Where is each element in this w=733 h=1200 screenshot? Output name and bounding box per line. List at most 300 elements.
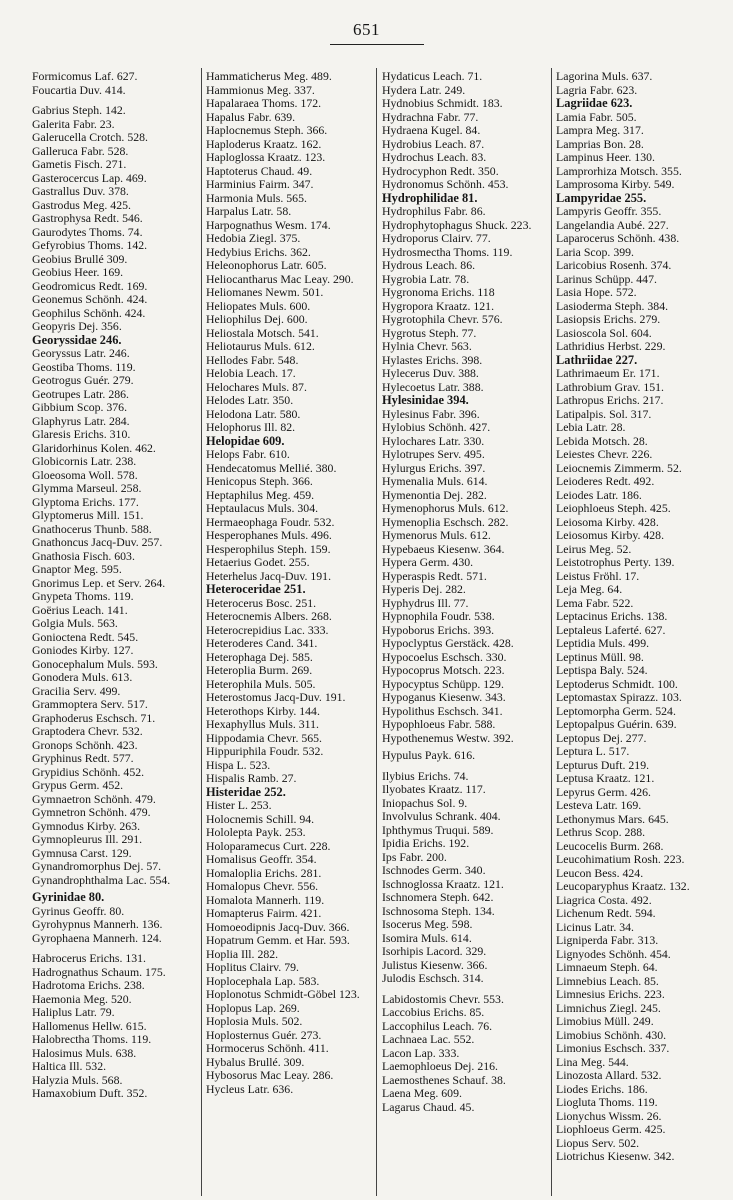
index-entry: Hoplocephala Lap. 583. bbox=[206, 973, 320, 988]
index-entry: Gnathocerus Thunb. 588. bbox=[32, 521, 152, 536]
family-heading: Lagriidae 623. bbox=[556, 96, 633, 110]
index-entry: Liagrica Costa. 492. bbox=[556, 892, 652, 907]
index-entry: Harpognathus Wesm. 174. bbox=[206, 217, 331, 232]
index-entry: Gibbium Scop. 376. bbox=[32, 400, 128, 414]
index-entry: Leiosoma Kirby. 428. bbox=[556, 514, 659, 529]
index-entry: Homalopus Chevr. 556. bbox=[206, 879, 319, 893]
index-entry: Julistus Kiesenw. 366. bbox=[382, 957, 488, 972]
index-entry: Leptidia Muls. 499. bbox=[556, 636, 650, 650]
index-entry: Gloeosoma Woll. 578. bbox=[32, 467, 138, 482]
index-entry: Gabrius Steph. 142. bbox=[32, 103, 126, 117]
index-entry: Hapalaraea Thoms. 172. bbox=[206, 96, 322, 110]
index-entry: Lema Fabr. 522. bbox=[556, 595, 634, 610]
index-entry: Leucon Bess. 424. bbox=[556, 865, 644, 880]
index-entry: Involvulus Schrank. 404. bbox=[382, 809, 501, 823]
index-entry: Haliplus Latr. 79. bbox=[32, 1005, 115, 1019]
index-entry: Galerucella Crotch. 528. bbox=[32, 130, 148, 144]
index-entry: Geobius Heer. 169. bbox=[32, 265, 124, 279]
index-entry: Homaloplia Erichs. 281. bbox=[206, 865, 322, 880]
index-entry: Ligniperda Fabr. 313. bbox=[556, 933, 659, 947]
index-entry: Lepyrus Germ. 426. bbox=[556, 784, 652, 799]
index-entry: Geotrogus Guér. 279. bbox=[32, 373, 134, 387]
index-entry: Homapterus Fairm. 421. bbox=[206, 906, 322, 920]
index-entry: Geonemus Schönh. 424. bbox=[32, 292, 148, 306]
index-entry: Lionychus Wissm. 26. bbox=[556, 1108, 662, 1123]
index-entry: Hydrophytophagus Shuck. 223. bbox=[382, 217, 532, 232]
column-separator bbox=[551, 68, 552, 1196]
index-entry: Goniodes Kirby. 127. bbox=[32, 643, 134, 657]
index-entry: Glaphyrus Latr. 284. bbox=[32, 413, 130, 428]
index-entry: Lamprorhiza Motsch. 355. bbox=[556, 163, 682, 178]
index-entry: Liopus Serv. 502. bbox=[556, 1135, 640, 1150]
index-entry: Hellodes Fabr. 548. bbox=[206, 352, 299, 367]
index-entry: Gefyrobius Thoms. 142. bbox=[32, 238, 148, 252]
index-entry: Lathrimaeum Er. 171. bbox=[556, 366, 660, 380]
index-entry: Liogluta Thoms. 119. bbox=[556, 1095, 658, 1109]
index-entry: Gynandromorphus Dej. 57. bbox=[32, 859, 162, 873]
index-entry: Lignyodes Schönh. 454. bbox=[556, 946, 671, 961]
index-entry: Homalisus Geoffr. 354. bbox=[206, 852, 317, 866]
index-entry: Gyrophaena Mannerh. 124. bbox=[32, 930, 162, 945]
index-entry: Hydrachna Fabr. 77. bbox=[382, 109, 479, 124]
family-heading: Helopidae 609. bbox=[206, 433, 285, 448]
index-entry: Henicopus Steph. 366. bbox=[206, 474, 313, 488]
index-entry: Globicornis Latr. 238. bbox=[32, 454, 137, 468]
index-entry: Isorhipis Lacord. 329. bbox=[382, 944, 487, 958]
index-entry: Lasioderma Steph. 384. bbox=[556, 298, 669, 313]
index-entry: Gracilia Serv. 499. bbox=[32, 683, 121, 698]
index-entry: Gyrinus Geoffr. 80. bbox=[32, 903, 125, 918]
index-entry: Gametis Fisch. 271. bbox=[32, 157, 127, 171]
page-number: 651 bbox=[353, 20, 380, 39]
index-entry: Laena Meg. 609. bbox=[382, 1086, 462, 1100]
index-entry: Hydrosmectha Thoms. 119. bbox=[382, 244, 513, 259]
index-entry: Leptomorpha Germ. 524. bbox=[556, 703, 676, 718]
index-entry: Julodis Eschsch. 314. bbox=[382, 971, 484, 985]
index-entry: Lampinus Heer. 130. bbox=[556, 150, 655, 164]
index-entry: Leucocelis Burm. 268. bbox=[556, 838, 664, 853]
index-entry: Glyptoma Erichs. 177. bbox=[32, 494, 139, 509]
index-entry: Leptispa Baly. 524. bbox=[556, 663, 648, 677]
index-entry: Graptodera Chevr. 532. bbox=[32, 724, 143, 738]
index-entry: Hister L. 253. bbox=[206, 798, 272, 812]
index-entry: Hammaticherus Meg. 489. bbox=[206, 70, 332, 83]
index-entry: Haptoterus Chaud. 49. bbox=[206, 163, 313, 178]
index-entry: Formicomus Laf. 627. bbox=[32, 70, 138, 83]
index-entry: Heterothops Kirby. 144. bbox=[206, 703, 320, 718]
index-entry: Hopatrum Gemm. et Har. 593. bbox=[206, 933, 350, 947]
index-entry: Ips Fabr. 200. bbox=[382, 849, 447, 864]
index-entry: Heterocerus Bosc. 251. bbox=[206, 595, 317, 610]
index-entry: Haploglossa Kraatz. 123. bbox=[206, 150, 326, 164]
index-entry: Leistus Fröhl. 17. bbox=[556, 568, 640, 583]
index-entry: Leiocnemis Zimmerm. 52. bbox=[556, 460, 682, 475]
family-heading: Lampyridae 255. bbox=[556, 190, 647, 205]
index-entry: Hendecatomus Mellié. 380. bbox=[206, 460, 337, 475]
index-entry: Heliomanes Newm. 501. bbox=[206, 285, 324, 299]
index-entry: Hoplitus Clairv. 79. bbox=[206, 960, 299, 974]
index-entry: Leptoderus Schmidt. 100. bbox=[556, 676, 678, 691]
index-column-3 bbox=[382, 70, 550, 1196]
index-entry: Gymnaetron Schönh. 479. bbox=[32, 791, 156, 806]
index-entry: Hermaeophaga Foudr. 532. bbox=[206, 514, 335, 529]
family-heading: Lathriidae 227. bbox=[556, 352, 638, 367]
index-entry: Hydroporus Clairv. 77. bbox=[382, 231, 491, 245]
index-entry: Hammionus Meg. 337. bbox=[206, 82, 315, 97]
index-entry: Hymenalia Muls. 614. bbox=[382, 474, 488, 488]
index-entry: Liotrichus Kiesenw. 342. bbox=[556, 1149, 675, 1163]
index-entry: Laemosthenes Schauf. 38. bbox=[382, 1072, 506, 1087]
index-entry: Lasiopsis Erichs. 279. bbox=[556, 312, 661, 326]
index-entry: Homalota Mannerh. 119. bbox=[206, 892, 325, 907]
index-entry: Gryphinus Redt. 577. bbox=[32, 751, 134, 765]
index-entry: Hypolithus Eschsch. 341. bbox=[382, 703, 503, 718]
index-entry: Leptacinus Erichs. 138. bbox=[556, 609, 668, 623]
index-entry: Lasia Hope. 572. bbox=[556, 285, 637, 299]
index-entry: Hetaerius Godet. 255. bbox=[206, 555, 310, 569]
index-entry: Licinus Latr. 34. bbox=[556, 919, 634, 934]
index-entry: Hoplosia Muls. 502. bbox=[206, 1014, 303, 1028]
index-entry: Glyptomerus Mill. 151. bbox=[32, 508, 144, 522]
family-heading: Heteroceridae 251. bbox=[206, 582, 306, 596]
index-entry: Gonodera Muls. 613. bbox=[32, 670, 133, 684]
index-entry: Hispalis Ramb. 27. bbox=[206, 771, 297, 785]
index-entry: Hylurgus Erichs. 397. bbox=[382, 460, 486, 475]
index-entry: Leptomastax Spirazz. 103. bbox=[556, 690, 682, 704]
index-entry: Laccophilus Leach. 76. bbox=[382, 1018, 493, 1033]
index-entry: Hypebaeus Kiesenw. 364. bbox=[382, 541, 505, 556]
index-entry: Halobrectha Thoms. 119. bbox=[32, 1032, 152, 1046]
index-entry: Glymma Marseul. 258. bbox=[32, 481, 142, 495]
index-entry: Lathridius Herbst. 229. bbox=[556, 339, 666, 353]
index-entry: Graphoderus Eschsch. 71. bbox=[32, 710, 156, 725]
index-entry: Hypocoprus Motsch. 223. bbox=[382, 663, 505, 677]
index-entry: Helochares Muls. 87. bbox=[206, 379, 307, 394]
index-entry: Hygrobia Latr. 78. bbox=[382, 271, 470, 286]
index-entry: Leiestes Chevr. 226. bbox=[556, 447, 653, 461]
index-entry: Helodona Latr. 580. bbox=[206, 406, 301, 421]
index-entry: Hypocoelus Eschsch. 330. bbox=[382, 649, 507, 664]
index-entry: Grypidius Schönh. 452. bbox=[32, 764, 145, 779]
index-entry: Hypoborus Erichs. 393. bbox=[382, 622, 495, 637]
index-entry: Ipidia Erichs. 192. bbox=[382, 836, 470, 850]
index-entry: Hylobius Schönh. 427. bbox=[382, 420, 491, 434]
index-entry: Lagria Fabr. 623. bbox=[556, 82, 638, 97]
index-entry: Hylesinus Fabr. 396. bbox=[382, 406, 480, 421]
index-entry: Hybosorus Mac Leay. 286. bbox=[206, 1068, 334, 1082]
index-entry: Hydera Latr. 249. bbox=[382, 82, 466, 97]
index-entry: Heliostala Motsch. 541. bbox=[206, 325, 319, 340]
index-entry: Goërius Leach. 141. bbox=[32, 602, 128, 617]
index-column-2 bbox=[206, 70, 376, 1196]
index-entry: Leptinus Müll. 98. bbox=[556, 649, 644, 664]
index-entry: Harpalus Latr. 58. bbox=[206, 204, 292, 218]
index-entry: Gastrallus Duv. 378. bbox=[32, 184, 129, 198]
index-entry: Lagorina Muls. 637. bbox=[556, 70, 653, 83]
index-entry: Holocnemis Schill. 94. bbox=[206, 811, 315, 826]
index-entry: Hydrous Leach. 86. bbox=[382, 258, 476, 272]
index-entry: Helops Fabr. 610. bbox=[206, 447, 290, 461]
family-heading: Hydrophilidae 81. bbox=[382, 190, 478, 205]
index-entry: Liophloeus Germ. 425. bbox=[556, 1122, 666, 1136]
index-entry: Hylnia Chevr. 563. bbox=[382, 339, 472, 353]
index-entry: Hoplosternus Guér. 273. bbox=[206, 1027, 322, 1042]
index-entry: Homoeodipnis Jacq-Duv. 366. bbox=[206, 919, 350, 934]
index-entry: Geophilus Schönh. 424. bbox=[32, 305, 146, 320]
index-entry: Hedobia Ziegl. 375. bbox=[206, 231, 301, 245]
index-entry: Lebida Motsch. 28. bbox=[556, 433, 648, 448]
index-entry: Isomira Muls. 614. bbox=[382, 930, 472, 945]
index-entry: Lethrus Scop. 288. bbox=[556, 825, 646, 839]
index-entry: Gymnusa Carst. 129. bbox=[32, 845, 132, 860]
index-entry: Lacon Lap. 333. bbox=[382, 1045, 460, 1060]
index-entry: Lampra Meg. 317. bbox=[556, 123, 644, 137]
family-heading: Georyssidae 246. bbox=[32, 332, 122, 347]
index-entry: Heterhelus Jacq-Duv. 191. bbox=[206, 568, 332, 583]
index-entry: Helophorus Ill. 82. bbox=[206, 420, 296, 434]
header-rule bbox=[330, 44, 424, 45]
index-entry: Hypera Germ. 430. bbox=[382, 555, 474, 569]
index-entry: Heliopates Muls. 600. bbox=[206, 298, 311, 313]
column-separator bbox=[201, 68, 202, 1196]
index-entry: Lachnaea Lac. 552. bbox=[382, 1032, 475, 1046]
index-entry: Haltica Ill. 532. bbox=[32, 1059, 107, 1073]
index-column-1 bbox=[32, 70, 198, 1196]
index-entry: Hymenophorus Muls. 612. bbox=[382, 501, 509, 515]
index-entry: Hydronomus Schönh. 453. bbox=[382, 177, 509, 191]
index-entry: Haplocnemus Steph. 366. bbox=[206, 123, 328, 137]
index-entry: Limonius Eschsch. 337. bbox=[556, 1041, 670, 1055]
index-entry: Ilybius Erichs. 74. bbox=[382, 768, 469, 783]
index-entry: Lamprosoma Kirby. 549. bbox=[556, 177, 675, 191]
index-entry: Leptura L. 517. bbox=[556, 744, 630, 758]
index-entry: Helobia Leach. 17. bbox=[206, 366, 296, 380]
index-entry: Haploderus Kraatz. 162. bbox=[206, 136, 322, 151]
index-entry: Leistotrophus Perty. 139. bbox=[556, 555, 675, 569]
index-entry: Limnebius Leach. 85. bbox=[556, 973, 659, 988]
index-entry: Glaresis Erichs. 310. bbox=[32, 427, 131, 441]
column-separator bbox=[376, 68, 377, 1196]
index-entry: Ischnoglossa Kraatz. 121. bbox=[382, 876, 504, 891]
index-entry: Leioderes Redt. 492. bbox=[556, 474, 655, 488]
index-entry: Grypus Germ. 452. bbox=[32, 778, 124, 792]
index-entry: Lamia Fabr. 505. bbox=[556, 109, 637, 124]
index-entry: Halosimus Muls. 638. bbox=[32, 1045, 137, 1060]
index-entry: Hygronoma Erichs. 118 bbox=[382, 285, 495, 299]
index-entry: Geotrupes Latr. 286. bbox=[32, 386, 129, 401]
index-entry: Hadrognathus Schaum. 175. bbox=[32, 964, 166, 979]
index-entry: Geodromicus Redt. 169. bbox=[32, 278, 148, 293]
index-entry: Gynandrophthalma Lac. 554. bbox=[32, 872, 171, 887]
index-entry: Ischnosoma Steph. 134. bbox=[382, 903, 495, 918]
index-entry: Helodes Latr. 350. bbox=[206, 393, 294, 407]
index-entry: Hypocyptus Schüpp. 129. bbox=[382, 676, 504, 691]
index-entry: Hydaticus Leach. 71. bbox=[382, 70, 483, 83]
index-entry: Limobius Müll. 249. bbox=[556, 1014, 654, 1028]
index-entry: Hispa L. 523. bbox=[206, 757, 271, 772]
index-entry: Hesperophilus Steph. 159. bbox=[206, 541, 331, 556]
index-entry: Ischnomera Steph. 642. bbox=[382, 890, 494, 904]
index-entry: Gronops Schönh. 423. bbox=[32, 737, 138, 752]
index-entry: Lichenum Redt. 594. bbox=[556, 906, 656, 920]
index-entry: Hylastes Erichs. 398. bbox=[382, 352, 483, 367]
index-entry: Haemonia Meg. 520. bbox=[32, 991, 132, 1006]
index-entry: Gymnetron Schönh. 479. bbox=[32, 805, 151, 819]
index-entry: Hypothenemus Westw. 392. bbox=[382, 730, 514, 745]
index-entry: Leptopalpus Guérin. 639. bbox=[556, 717, 677, 731]
index-entry: Laricobius Rosenh. 374. bbox=[556, 258, 672, 272]
index-entry: Leirus Meg. 52. bbox=[556, 541, 632, 556]
index-entry: Habrocerus Erichs. 131. bbox=[32, 951, 147, 965]
index-entry: Hippodamia Chevr. 565. bbox=[206, 730, 322, 745]
index-entry: Heteroplia Burm. 269. bbox=[206, 663, 313, 677]
index-entry: Labidostomis Chevr. 553. bbox=[382, 991, 504, 1006]
index-entry: Lethonymus Mars. 645. bbox=[556, 811, 669, 826]
index-entry: Heptaphilus Meg. 459. bbox=[206, 487, 315, 502]
index-entry: Hygrotophila Chevr. 576. bbox=[382, 312, 503, 326]
index-entry: Galleruca Fabr. 528. bbox=[32, 143, 129, 158]
index-entry: Ilyobates Kraatz. 117. bbox=[382, 782, 486, 796]
index-entry: Gasterocercus Lap. 469. bbox=[32, 170, 147, 185]
index-entry: Laparocerus Schönh. 438. bbox=[556, 231, 680, 245]
index-entry: Harminius Fairm. 347. bbox=[206, 177, 314, 191]
index-entry: Gonioctena Redt. 545. bbox=[32, 629, 139, 644]
index-entry: Hapalus Fabr. 639. bbox=[206, 109, 296, 124]
index-entry: Grammoptera Serv. 517. bbox=[32, 697, 148, 711]
index-entry: Hoplia Ill. 282. bbox=[206, 946, 279, 961]
index-entry: Hypoganus Kiesenw. 343. bbox=[382, 690, 506, 704]
index-entry: Leucohimatium Rosh. 223. bbox=[556, 852, 685, 866]
index-entry: Holoparamecus Curt. 228. bbox=[206, 838, 331, 853]
index-entry: Lagarus Chaud. 45. bbox=[382, 1099, 475, 1114]
index-entry: Gymnodus Kirby. 263. bbox=[32, 818, 141, 833]
index-entry: Glaridorhinus Kolen. 462. bbox=[32, 440, 156, 455]
index-entry: Heterophaga Dej. 585. bbox=[206, 649, 313, 664]
index-entry: Hycleus Latr. 636. bbox=[206, 1081, 294, 1096]
index-entry: Hamaxobium Duft. 352. bbox=[32, 1086, 148, 1100]
index-entry: Gaurodytes Thoms. 74. bbox=[32, 224, 143, 239]
index-entry: Geostiba Thoms. 119. bbox=[32, 359, 136, 374]
index-entry: Isocerus Meg. 598. bbox=[382, 917, 473, 931]
index-column-4 bbox=[556, 70, 728, 1196]
index-entry: Leptopus Dej. 277. bbox=[556, 730, 647, 745]
index-entry: Gnathosia Fisch. 603. bbox=[32, 548, 135, 563]
index-entry: Harmonia Muls. 565. bbox=[206, 190, 307, 205]
index-entry: Gnaptor Meg. 595. bbox=[32, 562, 122, 576]
index-entry: Leja Meg. 64. bbox=[556, 582, 623, 596]
index-entry: Heliotaurus Muls. 612. bbox=[206, 339, 315, 353]
index-entry: Hylochares Latr. 330. bbox=[382, 433, 485, 448]
index-entry: Iniopachus Sol. 9. bbox=[382, 795, 468, 810]
index-entry: Limnichus Ziegl. 245. bbox=[556, 1000, 661, 1015]
index-entry: Liodes Erichs. 186. bbox=[556, 1081, 648, 1096]
index-entry: Lasioscola Sol. 604. bbox=[556, 325, 652, 340]
index-entry: Heptaulacus Muls. 304. bbox=[206, 501, 319, 515]
index-entry: Hygrotus Steph. 77. bbox=[382, 325, 477, 340]
index-entry: Hydrocyphon Redt. 350. bbox=[382, 163, 499, 178]
index-entry: Heliophilus Dej. 600. bbox=[206, 312, 308, 326]
index-entry: Limnesius Erichs. 223. bbox=[556, 987, 665, 1001]
index-entry: Hymenoplia Eschsch. 282. bbox=[382, 514, 509, 529]
index-entry: Heterophila Muls. 505. bbox=[206, 676, 316, 691]
index-entry: Hymenontia Dej. 282. bbox=[382, 487, 487, 502]
index-entry: Heleonophorus Latr. 605. bbox=[206, 258, 327, 272]
index-entry: Leiodes Latr. 186. bbox=[556, 487, 642, 502]
index-entry: Heterostomus Jacq-Duv. 191. bbox=[206, 690, 346, 704]
index-entry: Laccobius Erichs. 85. bbox=[382, 1005, 485, 1019]
family-heading: Histeridae 252. bbox=[206, 784, 286, 799]
index-entry: Hybalus Brullé. 309. bbox=[206, 1054, 305, 1069]
index-entry: Gastrodus Meg. 425. bbox=[32, 197, 131, 212]
index-entry: Hylecerus Duv. 388. bbox=[382, 366, 479, 380]
index-entry: Gnathoncus Jacq-Duv. 257. bbox=[32, 535, 163, 549]
index-entry: Lathropus Erichs. 217. bbox=[556, 393, 664, 407]
index-entry: Hallomenus Hellw. 615. bbox=[32, 1018, 147, 1033]
index-entry: Ischnodes Germ. 340. bbox=[382, 863, 486, 877]
index-entry: Geopyris Dej. 356. bbox=[32, 319, 122, 333]
index-entry: Hypnophila Foudr. 538. bbox=[382, 609, 495, 623]
index-entry: Gnypeta Thoms. 119. bbox=[32, 589, 134, 603]
index-entry: Hydraena Kugel. 84. bbox=[382, 123, 481, 137]
index-entry: Hadrotoma Erichs. 238. bbox=[32, 978, 145, 992]
index-entry: Heliocantharus Mac Leay. 290. bbox=[206, 271, 354, 286]
index-entry: Hylotrupes Serv. 495. bbox=[382, 447, 485, 461]
index-entry: Golgia Muls. 563. bbox=[32, 616, 118, 630]
index-entry: Lebia Latr. 28. bbox=[556, 420, 626, 434]
family-heading: Hylesinidae 394. bbox=[382, 393, 469, 407]
index-entry: Limnaeum Steph. 64. bbox=[556, 960, 658, 974]
index-entry: Iphthymus Truqui. 589. bbox=[382, 822, 494, 837]
index-entry: Gonocephalum Muls. 593. bbox=[32, 656, 158, 671]
index-entry: Leiosomus Kirby. 428. bbox=[556, 528, 665, 542]
index-entry: Larinus Schüpp. 447. bbox=[556, 271, 657, 286]
index-entry: Hyperaspis Redt. 571. bbox=[382, 568, 487, 583]
index-entry: Hypulus Payk. 616. bbox=[382, 748, 476, 762]
index-entry: Lampyris Geoffr. 355. bbox=[556, 204, 662, 218]
index-entry: Hoplopus Lap. 269. bbox=[206, 1000, 300, 1015]
index-entry: Leptaleus Laferté. 627. bbox=[556, 622, 666, 637]
index-entry: Lesteva Latr. 169. bbox=[556, 798, 642, 812]
index-entry: Laemophloeus Dej. 216. bbox=[382, 1059, 498, 1073]
index-entry: Gymnopleurus Ill. 291. bbox=[32, 832, 143, 846]
index-entry: Leiophloeus Steph. 425. bbox=[556, 501, 671, 515]
index-entry: Georyssus Latr. 246. bbox=[32, 346, 130, 360]
index-entry: Hypophloeus Fabr. 588. bbox=[382, 717, 496, 731]
index-entry: Lepturus Duft. 219. bbox=[556, 757, 650, 772]
index-entry: Hygropora Kraatz. 121. bbox=[382, 298, 495, 313]
index-entry: Foucartia Duv. 414. bbox=[32, 82, 126, 97]
index-entry: Heteroderes Cand. 341. bbox=[206, 636, 318, 650]
index-entry: Hymenorus Muls. 612. bbox=[382, 528, 491, 542]
index-entry: Hydnobius Schmidt. 183. bbox=[382, 96, 503, 110]
index-entry: Halyzia Muls. 568. bbox=[32, 1072, 123, 1087]
index-entry: Latipalpis. Sol. 317. bbox=[556, 406, 652, 421]
index-entry: Linozosta Allard. 532. bbox=[556, 1068, 662, 1082]
index-entry: Hololepta Payk. 253. bbox=[206, 825, 306, 839]
index-entry: Laria Scop. 399. bbox=[556, 244, 634, 259]
index-entry: Lamprias Bon. 28. bbox=[556, 136, 644, 151]
index-entry: Heterocnemis Albers. 268. bbox=[206, 609, 332, 623]
index-entry: Hoplonotus Schmidt-Göbel 123. bbox=[206, 987, 360, 1001]
index-entry: Hydrobius Leach. 87. bbox=[382, 136, 485, 151]
index-entry: Gnorimus Lep. et Serv. 264. bbox=[32, 575, 166, 590]
index-entry: Hyperis Dej. 282. bbox=[382, 582, 466, 596]
index-entry: Galerita Fabr. 23. bbox=[32, 116, 115, 131]
index-entry: Limobius Schönh. 430. bbox=[556, 1027, 667, 1042]
index-entry: Heterocrepidius Lac. 333. bbox=[206, 622, 329, 637]
family-heading: Gyrinidae 80. bbox=[32, 890, 105, 904]
index-entry: Hypoclyptus Gerstäck. 428. bbox=[382, 636, 514, 650]
